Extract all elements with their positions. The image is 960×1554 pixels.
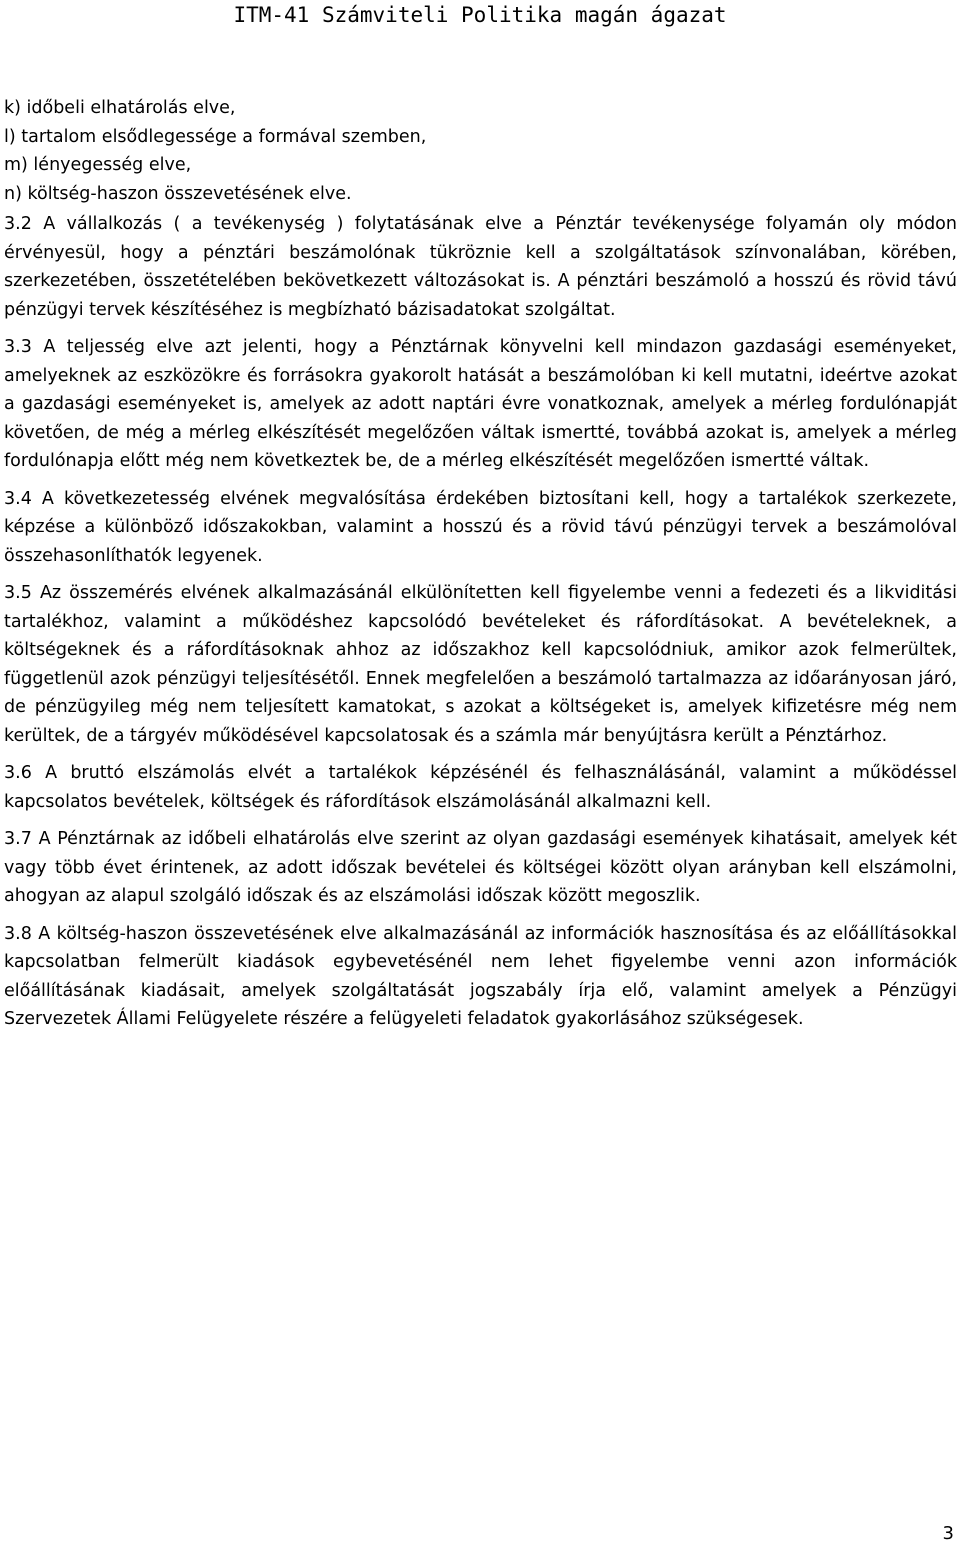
list-item: l) tartalom elsődlegessége a formával szemben,	[4, 126, 427, 147]
paragraph-number: 3.8	[4, 923, 32, 944]
paragraph-3-4	[4, 485, 957, 571]
paragraph-number: 3.3	[4, 337, 32, 357]
list-item: n) költség-haszon összevetésének elve.	[4, 183, 352, 204]
list-item: k) időbeli elhatárolás elve,	[4, 98, 236, 118]
paragraph-text: A vállalkozás ( a tevékenység ) folytatásának elve a Pénztár tevékenysége folyamán oly módon érvényesül, hogy a pénztári beszámolónak tükröznie kell a szolgáltatások színvonalában, körében, szerkezetében, összetételében bekövetkezett változásokat is. A pénztári beszámoló a hosszú és rövid távú pénzügyi tervek készítéséhez is megbízható bázisadatokat szolgáltat.	[4, 214, 957, 320]
paragraph-number: 3.2	[4, 214, 32, 234]
paragraph-text: Az összemérés elvének alkalmazásánál elkülönítetten kell figyelembe venni a fedezeti és a likviditási tartalékhoz, valamint a működéshez kapcsolódó bevételeket és ráfordításokat. A bevételeknek, a költségeknek és a ráfordításoknak ahhoz az időszakhoz kell kapcsolódniuk, amikor azok felmerültek, függetlenül azok pénzügyi teljesítésétől. Ennek megfelelően a beszámoló tartalmazza az időarányosan járó, de pénzügyileg még nem teljesített kamatokat, s azokat a költségeket is, amelyek kifizetésre még nem kerültek, de a tárgyév működésével kapcsolatosak és a számla már benyújtásra került a Pénztárhoz.	[4, 583, 957, 746]
paragraph-text: A következetesség elvének megvalósítása érdekében biztosítani kell, hogy a tartalékok szerkezete, képzése a különböző időszakokban, valamint a hosszú és a rövid távú pénzügyi tervek a beszámolóval összehasonlíthatók legyenek.	[4, 488, 957, 566]
paragraph-3-2	[4, 210, 957, 324]
principles-list	[4, 94, 957, 208]
paragraph-number: 3.4	[4, 488, 32, 509]
paragraph-3-5	[4, 579, 957, 750]
paragraph-number: 3.7	[4, 829, 32, 849]
document-body	[4, 94, 957, 1043]
paragraph-text: A költség-haszon összevetésének elve alkalmazásánál az információk hasznosítása és az előállításokkal kapcsolatban felmerült kiadások egybevetésénél nem lehet figyelembe venni azon információk előállításának kiadásait, amelyek szolgáltatását jogszabály írja elő, valamint amelyek a Pénzügyi Szervezetek Állami Felügyelete részére a felügyeleti feladatok gyakorlásához szükségesek.	[4, 923, 957, 1029]
page-header-title: ITM-41 Számviteli Politika magán ágazat	[233, 3, 727, 27]
list-item: m) lényegesség elve,	[4, 155, 192, 175]
paragraph-text: A Pénztárnak az időbeli elhatárolás elve szerint az olyan gazdasági események kihatásait, amelyek két vagy több évet érintenek, az adott időszak bevételei és költségei között olyan arányban kell elszámolni, ahogyan az alapul szolgáló időszak és az elszámolási időszak között megoszlik.	[4, 829, 957, 906]
page-number: 3	[942, 1523, 954, 1544]
paragraph-text: A teljesség elve azt jelenti, hogy a Pénztárnak könyvelni kell mindazon gazdasági eseményeket, amelyeknek az eszközökre és forrásokra gyakorolt hatását a beszámolóban ki kell mutatni, ideértve azokat a gazdasági eseményeket is, amelyek az adott naptári évre vonatkoznak, amelyek a mérleg fordulónapját követően, de még a mérleg elkészítését megelőzően váltak ismertté, továbbá azokat is, amelyek a mérleg fordulónapja előtt még nem következtek be, de a mérleg elkészítését megelőzően ismertté váltak.	[4, 337, 957, 471]
paragraph-3-3	[4, 333, 957, 476]
paragraph-text: A bruttó elszámolás elvét a tartalékok képzésénél és felhasználásánál, valamint a működéssel kapcsolatos bevételek, költségek és ráfordítások elszámolásánál alkalmazni kell.	[4, 763, 957, 812]
paragraph-3-7	[4, 825, 957, 911]
paragraph-3-6	[4, 759, 957, 816]
paragraph-number: 3.6	[4, 763, 32, 783]
paragraph-number: 3.5	[4, 583, 32, 603]
paragraph-3-8	[4, 920, 957, 1034]
